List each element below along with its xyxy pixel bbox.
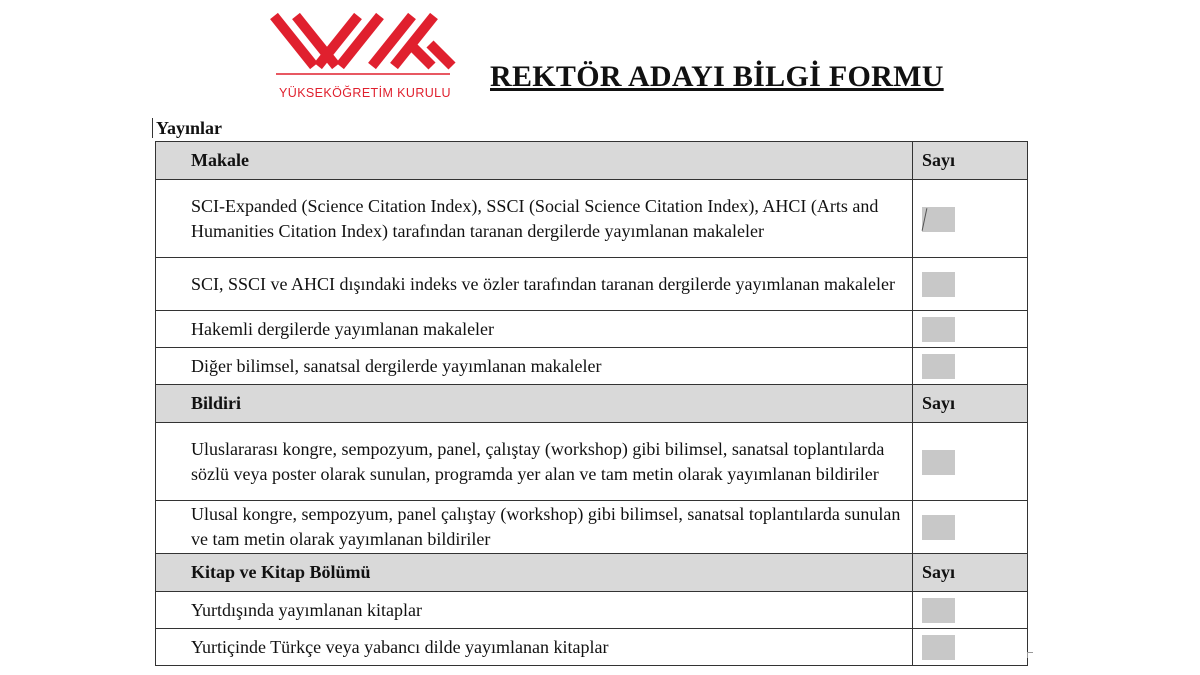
row-description: SCI-Expanded (Science Citation Index), SSCI (Social Science Citation Index), AHCI (Arts and Humanities Citation Index) tarafından taranan dergilerde yayımlanan makaleler [156,180,913,258]
count-cell [913,258,1028,311]
bildiri-heading: Bildiri [156,385,913,423]
table-row [156,258,1028,311]
kitap-heading: Kitap ve Kitap Bölümü [156,554,913,592]
count-cell [913,311,1028,348]
section-heading: Yayınlar [156,118,223,138]
row-description: SCI, SSCI ve AHCI dışındaki indeks ve özler tarafından taranan dergilerde yayımlanan makaleler [156,258,913,311]
yok-logo-mark [262,8,462,88]
row-description: Yurtdışında yayımlanan kitaplar [156,592,913,629]
logo-caption: YÜKSEKÖĞRETİM KURULU [279,86,451,100]
count-input[interactable] [922,598,955,623]
makale-header-row [156,142,1028,180]
count-input[interactable] [922,317,955,342]
count-input[interactable] [922,354,955,379]
yok-logo [262,8,462,104]
page-corner-mark [1027,652,1033,658]
row-description: Yurtiçinde Türkçe veya yabancı dilde yayımlanan kitaplar [156,629,913,666]
count-cell [913,592,1028,629]
count-input[interactable] [922,272,955,297]
count-cell [913,501,1028,554]
row-description: Hakemli dergilerde yayımlanan makaleler [156,311,913,348]
count-input[interactable] [922,450,955,475]
kitap-header-row [156,554,1028,592]
page-title: REKTÖR ADAYI BİLGİ FORMU [490,60,944,93]
count-header: Sayı [913,142,1028,180]
row-description: Uluslararası kongre, sempozyum, panel, çalıştay (workshop) gibi bilimsel, sanatsal toplantılarda sözlü veya poster olarak sunulan, programda yer alan ve tam metin olarak yayımlanan bildiriler [156,423,913,501]
count-header: Sayı [913,554,1028,592]
count-cell [913,629,1028,666]
count-cell [913,348,1028,385]
table-row [156,423,1028,501]
row-description: Ulusal kongre, sempozyum, panel çalıştay (workshop) gibi bilimsel, sanatsal toplantılarda sunulan ve tam metin olarak yayımlanan bildiriler [156,501,913,554]
count-input[interactable] [922,207,955,232]
table-row [156,348,1028,385]
table-row [156,180,1028,258]
table-row [156,592,1028,629]
table-row [156,311,1028,348]
count-input[interactable] [922,515,955,540]
text-cursor [152,118,153,138]
count-cell [913,423,1028,501]
publications-table [155,141,1028,666]
bildiri-header-row [156,385,1028,423]
count-cell [913,180,1028,258]
count-input[interactable] [922,635,955,660]
table-row [156,629,1028,666]
makale-heading: Makale [156,142,913,180]
table-row [156,501,1028,554]
text-cursor-mark [922,208,928,231]
row-description: Diğer bilimsel, sanatsal dergilerde yayımlanan makaleler [156,348,913,385]
count-header: Sayı [913,385,1028,423]
